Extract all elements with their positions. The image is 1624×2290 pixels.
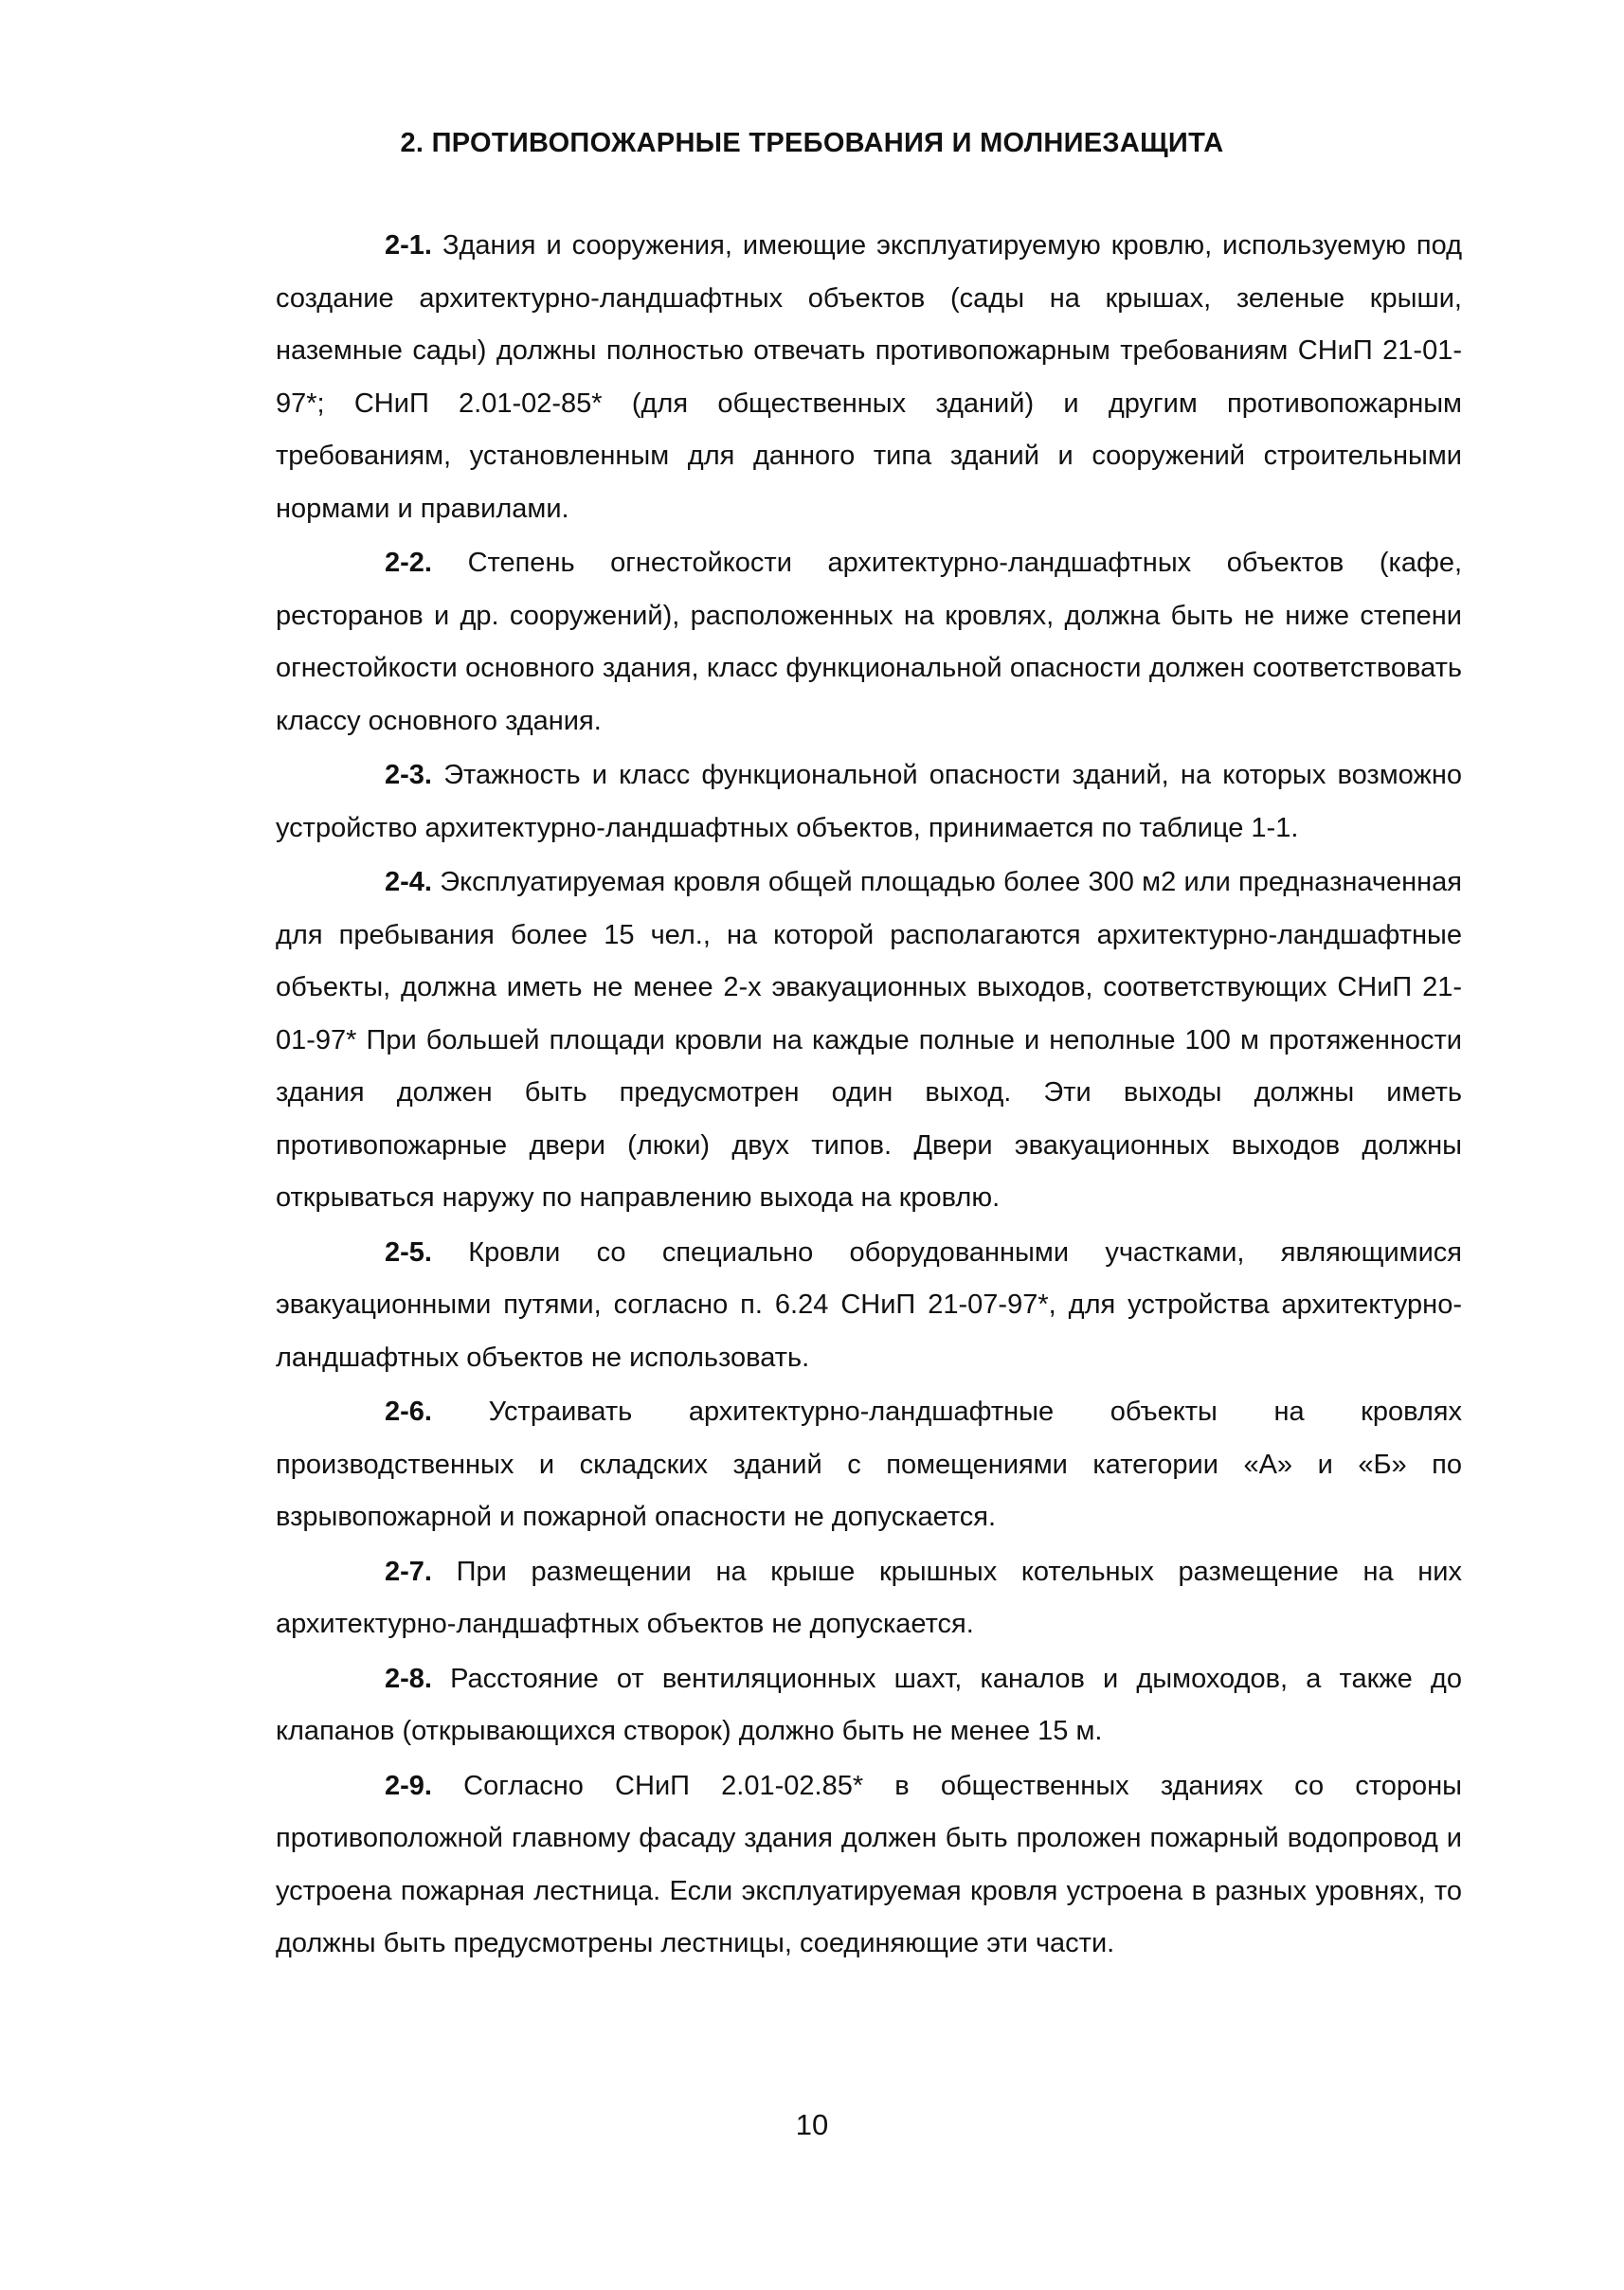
document-body xyxy=(276,220,1462,1973)
paragraph-number: 2-9. xyxy=(385,1770,432,1801)
paragraph-text: Эксплуатируемая кровля общей площадью более 300 м2 или предназначенная для пребывания более 15 чел., на которой располагаются архитектурно-ландшафтные объекты, должна иметь не менее 2-х эвакуационных выходов, соответствующих СНиП 21-01-97* При большей площади кровли на каждые полные и неполные 100 м протяженности здания должен быть предусмотрен один выход. Эти выходы должны иметь противопожарные двери (люки) двух типов. Двери эвакуационных выходов должны открываться наружу по направлению выхода на кровлю. xyxy=(276,867,1462,1213)
paragraph-2-2 xyxy=(276,537,1462,748)
paragraph-2-8 xyxy=(276,1653,1462,1758)
paragraph-text: Устраивать архитектурно-ландшафтные объекты на кровлях производственных и складских зданий с помещениями категории «А» и «Б» по взрывопожарной и пожарной опасности не допускается. xyxy=(276,1397,1462,1532)
paragraph-2-5 xyxy=(276,1227,1462,1385)
paragraph-number: 2-1. xyxy=(385,230,432,261)
paragraph-2-6 xyxy=(276,1386,1462,1544)
paragraph-2-1 xyxy=(276,220,1462,535)
paragraph-2-7 xyxy=(276,1546,1462,1651)
paragraph-2-4 xyxy=(276,856,1462,1225)
paragraph-number: 2-3. xyxy=(385,760,432,790)
paragraph-text: При размещении на крыше крышных котельных размещение на них архитектурно-ландшафтных объектов не допускается. xyxy=(276,1556,1462,1639)
paragraph-number: 2-7. xyxy=(385,1556,432,1587)
section-title: 2. ПРОТИВОПОЖАРНЫЕ ТРЕБОВАНИЯ И МОЛНИЕЗАЩИТА xyxy=(400,128,1224,158)
paragraph-text: Расстояние от вентиляционных шахт, каналов и дымоходов, а также до клапанов (открывающихся створок) должно быть не менее 15 м. xyxy=(276,1663,1462,1746)
paragraph-text: Согласно СНиП 2.01-02.85* в общественных зданиях со стороны противоположной главному фасаду здания должен быть проложен пожарный водопровод и устроена пожарная лестница. Если эксплуатируемая кровля устроена в разных уровнях, то должны быть предусмотрены лестницы, соединяющие эти части. xyxy=(276,1770,1462,1958)
paragraph-text: Кровли со специально оборудованными участками, являющимися эвакуационными путями, согласно п. 6.24 СНиП 21-07-97*, для устройства архитектурно-ландшафтных объектов не использовать. xyxy=(276,1236,1462,1373)
paragraph-text: Здания и сооружения, имеющие эксплуатируемую кровлю, используемую под создание архитектурно-ландшафтных объектов (сады на крышах, зеленые крыши, наземные сады) должны полностью отвечать противопожарным требованиям СНиП 21-01-97*; СНиП 2.01-02-85* (для общественных зданий) и другим противопожарным требованиям, установленным для данного типа зданий и сооружений строительными нормами и правилами. xyxy=(276,230,1462,524)
paragraph-text: Этажность и класс функциональной опасности зданий, на которых возможно устройство архитектурно-ландшафтных объектов, принимается по таблице 1-1. xyxy=(276,760,1462,843)
paragraph-number: 2-4. xyxy=(385,867,432,897)
paragraph-2-9 xyxy=(276,1760,1462,1971)
paragraph-text: Степень огнестойкости архитектурно-ландшафтных объектов (кафе, ресторанов и др. сооружений), расположенных на кровлях, должна быть не ниже степени огнестойкости основного здания, класс функциональной опасности должен соответствовать классу основного здания. xyxy=(276,548,1463,736)
paragraph-number: 2-6. xyxy=(385,1397,432,1427)
paragraph-number: 2-5. xyxy=(385,1236,432,1268)
paragraph-number: 2-2. xyxy=(385,548,432,578)
page-number: 10 xyxy=(795,2108,829,2141)
paragraph-2-3 xyxy=(276,749,1462,855)
paragraph-number: 2-8. xyxy=(385,1663,432,1694)
